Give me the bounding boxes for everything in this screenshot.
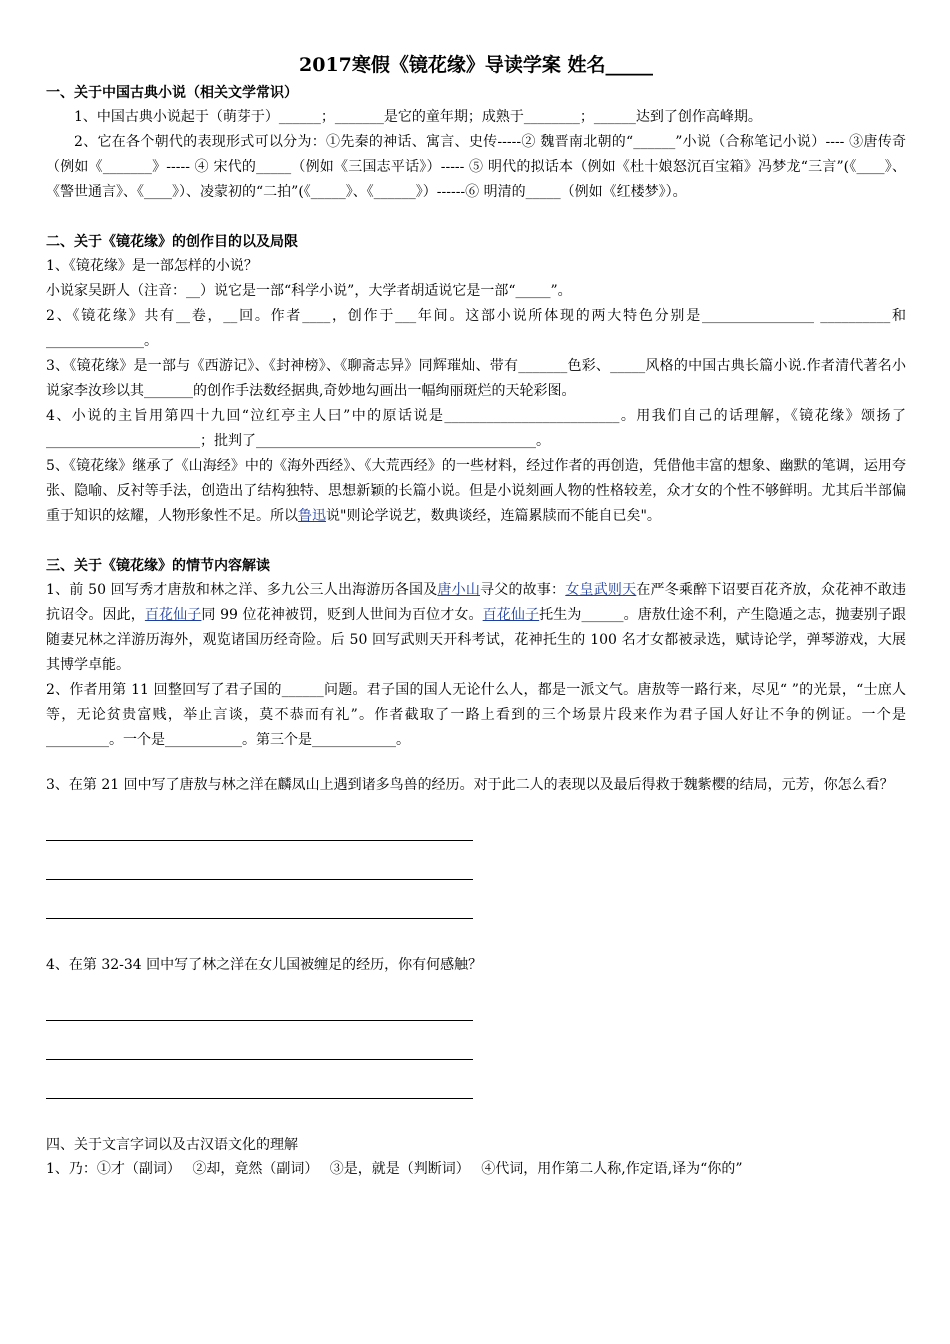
spacer [46, 205, 906, 230]
spacer [46, 753, 906, 773]
section-3-heading: 三、关于《镜花缘》的情节内容解读 [46, 558, 270, 574]
answer-line[interactable] [46, 841, 473, 880]
sec3-question-4: 4、在第 32-34 回中写了林之洋在女儿国被缠足的经历，你有何感触？ [46, 957, 483, 973]
sec2-q5-text-b: 说"则论学说艺，数典谈经，连篇累牍而不能自已矣"。 [326, 508, 661, 524]
answer-line[interactable] [46, 1021, 473, 1060]
sec3-question-3: 3、在第 21 回中写了唐敖与林之洋在麟凤山上遇到诸多鸟兽的经历。对于此二人的表现以及最后得救于魏紫樱的结局，元芳，你怎么看？ [46, 777, 894, 793]
spacer [46, 933, 906, 953]
page-title: 2017寒假《镜花缘》导读学案 姓名_____ [299, 54, 653, 76]
sec1-paragraph-2: 2、它在各个朝代的表现形式可以分为：①先秦的神话、寓言、史传-----② 魏晋南北朝的“______”小说（合称笔记小说）---- ③唐传奇（例如《_______》----- ④ 宋代的_____（例如《三国志平话》）----- ⑤ 明代的拟话本（例如《杜十娘怒沉百宝箱》冯梦龙“三言”(《____》、《警世通言》、《____》）、凌蒙初的“二拍”(《_____》、《______》）------⑥ 明清的_____（例如《红楼梦》）。 [46, 134, 906, 200]
section-2-heading: 二、关于《镜花缘》的创作目的以及局限 [46, 234, 298, 250]
section-1-heading: 一、关于中国古典小说（相关文学常识） [46, 85, 298, 101]
sec2-question-2: 2、《镜花缘》共有__卷，__回。作者____，创作于___年间。这部小说所体现的两大特色分别是________________ __________和______________。 [46, 308, 906, 349]
sec3-p1-text-c: 在严冬乘醉下诏要百花齐放，众花神不敢违抗诏令。因此， [46, 582, 907, 623]
sec4-paragraph-1: 1、乃：①才（副词） ②却，竟然（副词） ③是，就是（判断词） ④代词，用作第二人称,作定语,译为“你的” [46, 1161, 743, 1177]
answer-line[interactable] [46, 1060, 473, 1099]
baihua-xianzi-link-2[interactable]: 百花仙子 [482, 607, 540, 623]
answer-line[interactable] [46, 802, 473, 841]
answer-line[interactable] [46, 982, 473, 1021]
sec3-p1-text-e: 托生为______。唐敖仕途不利，产生隐遁之志，抛妻别子跟随妻兄林之洋游历海外，观览诸国历经奇险。后 50 回写武则天开科考试，花神托生的 100 名才女都被录选，赋诗论学，弹琴游戏，大展其博学卓能。 [46, 607, 907, 673]
sec3-p1-text-d: 同 99 位花神被罚，贬到人世间为百位才女。 [201, 607, 483, 623]
sec3-paragraph-1 [46, 578, 906, 678]
sec3-paragraph-2: 2、作者用第 11 回整回写了君子国的______问题。君子国的国人无论什么人，都是一派文气。唐敖等一路行来，尽见“ ”的光景，“士庶人等，无论贫贵富贱，举止言谈，莫不恭而有礼”。作者截取了一路上看到的三个场景片段来作为君子国人好让不争的例证。一个是_________。一个是___________。第三个是____________。 [46, 682, 906, 748]
answer-line[interactable] [46, 880, 473, 919]
tang-xiaoshan-link[interactable]: 唐小山 [437, 582, 481, 598]
answer-lines-q3 [46, 802, 906, 919]
sec2-question-5 [46, 454, 906, 529]
sec2-question-4: 4、小说的主旨用第四十九回“泣红亭主人曰”中的原话说是_________________________。用我们自己的话理解，《镜花缘》颂扬了______________________；批判了________________________________________。 [46, 408, 906, 449]
sec2-question-1: 1、《镜花缘》是一部怎样的小说？ [46, 258, 258, 274]
baihua-xianzi-link[interactable]: 百花仙子 [144, 607, 202, 623]
section-4-heading: 四、关于文言字词以及古汉语文化的理解 [46, 1137, 298, 1153]
worksheet-page [46, 52, 906, 1182]
sec2-q5-text-a: 5、《镜花缘》继承了《山海经》中的《海外西经》、《大荒西经》的一些材料，经过作者的再创造，凭借他丰富的想象、幽默的笔调，运用夸张、隐喻、反衬等手法，创造出了结构独特、思想新颖的长篇小说。但是小说刻画人物的性格较差，众才女的个性不够鲜明。尤其后半部偏重于知识的炫耀，人物形象性不足。所以 [46, 458, 906, 524]
sec3-p1-text-b: 寻父的故事： [480, 582, 566, 598]
sec1-paragraph-1: 1、中国古典小说起于（萌芽于）______；_______是它的童年期；成熟于________；______达到了创作高峰期。 [74, 109, 762, 125]
wu-zetian-link[interactable]: 女皇武则天 [565, 582, 637, 598]
answer-lines-q4 [46, 982, 906, 1099]
sec3-p1-text-a: 1、前 50 回写秀才唐敖和林之洋、多九公三人出海游历各国及 [46, 582, 438, 598]
spacer [46, 1113, 906, 1133]
sec2-question-3: 3、《镜花缘》是一部与《西游记》、《封神榜》、《聊斋志异》同辉璀灿、带有_______色彩、_____风格的中国古典长篇小说.作者清代著名小说家李汝珍以其_______的创作手法数经据典,奇妙地勾画出一幅绚丽斑烂的天轮彩图。 [46, 358, 906, 399]
sec2-question-1-detail: 小说家吴趼人（注音：__）说它是一部“科学小说”，大学者胡适说它是一部“_____”。 [46, 283, 572, 299]
luxun-link[interactable]: 鲁迅 [298, 508, 326, 524]
spacer [46, 529, 906, 554]
